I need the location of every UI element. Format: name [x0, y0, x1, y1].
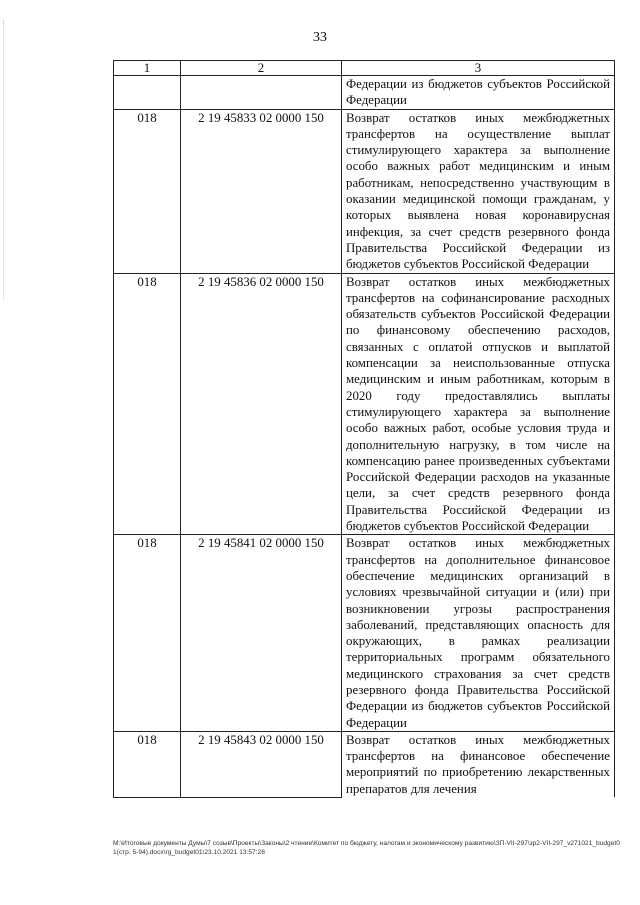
budget-code-cell: 2 19 45843 02 0000 150 [181, 731, 342, 797]
admin-code-cell [114, 76, 181, 110]
file-path-footer: M:\Итоговые документы Думы\7 созыв\Проекты\Законы\2 чтение\Комитет по бюджету, налогам и экономическому развитию\ЗП-VII-297\зр2-VII-297_v271021_budget01(стр. 5-94).docx\rg_budget01\23.10.2021 13:57:28 [113, 840, 620, 856]
admin-code-cell: 018 [114, 731, 181, 797]
table-row [114, 109, 615, 273]
table-row [114, 273, 615, 535]
description-cell: Федерации из бюджетов субъектов Российской Федерации [342, 76, 615, 110]
header-col-3: 3 [342, 61, 615, 76]
description-cell: Возврат остатков иных межбюджетных трансфертов на софинансирование расходных обязательств субъектов Российской Федерации по финансовому обеспечению расходов, связанных с оплатой отпусков и выплатой компенсации за неиспользованные отпуска медицинским и иным работникам, которым в 2020 году предоставлялись выплаты стимулирующего характера за выполнение особо важных работ, особые условия труда и дополнительную нагрузку, в том числе на компенсацию ранее произведенных субъектами Российской Федерации расходов на указанные цели, за счет средств резервного фонда Правительства Российской Федерации из бюджетов субъектов Российской Федерации [342, 273, 615, 535]
margin-mark [3, 20, 5, 300]
admin-code-cell: 018 [114, 535, 181, 732]
page-number: 33 [313, 30, 327, 45]
table-row [114, 76, 615, 110]
table-header-row [114, 61, 615, 76]
table-row [114, 731, 615, 797]
description-cell: Возврат остатков иных межбюджетных трансфертов на финансовое обеспечение мероприятий по приобретению лекарственных препаратов для лечения [342, 731, 615, 797]
description-cell: Возврат остатков иных межбюджетных трансфертов на осуществление выплат стимулирующего характера за выполнение особо важных работ медицинским и иным работникам, непосредственно участвующим в оказании медицинской помощи гражданам, у которых выявлена новая коронавирусная инфекция, за счет средств резервного фонда Правительства Российской Федерации из бюджетов субъектов Российской Федерации [342, 109, 615, 273]
budget-code-cell [181, 76, 342, 110]
admin-code-cell: 018 [114, 109, 181, 273]
budget-code-cell: 2 19 45836 02 0000 150 [181, 273, 342, 535]
table-row [114, 535, 615, 732]
budget-code-cell: 2 19 45841 02 0000 150 [181, 535, 342, 732]
budget-codes-table [113, 60, 615, 798]
budget-code-cell: 2 19 45833 02 0000 150 [181, 109, 342, 273]
admin-code-cell: 018 [114, 273, 181, 535]
header-col-2: 2 [181, 61, 342, 76]
header-col-1: 1 [114, 61, 181, 76]
description-cell: Возврат остатков иных межбюджетных трансфертов на дополнительное финансовое обеспечение медицинских организаций в условиях чрезвычайной ситуации и (или) при возникновении угрозы распространения заболеваний, представляющих опасность для окружающих, в рамках реализации территориальных программ обязательного медицинского страхования за счет средств резервного фонда Правительства Российской Федерации из бюджетов субъектов Российской Федерации [342, 535, 615, 732]
